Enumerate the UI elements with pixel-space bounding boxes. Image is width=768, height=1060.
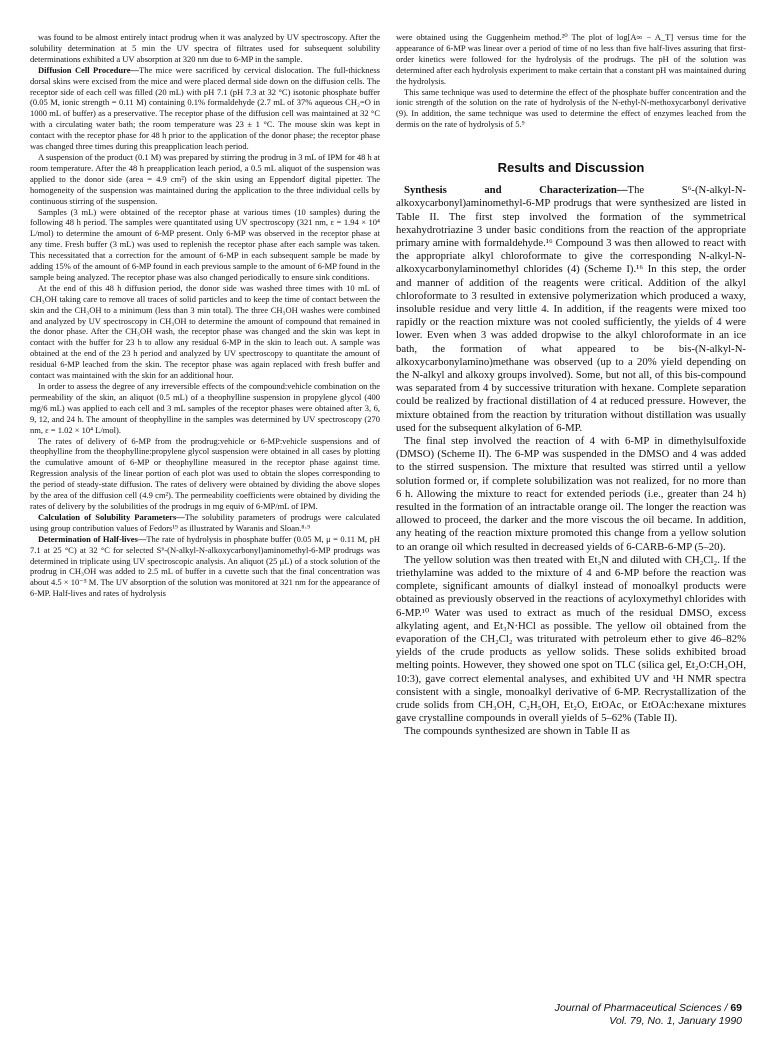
paragraph bbox=[30, 436, 380, 512]
right-column-body bbox=[396, 184, 746, 739]
right-column-top bbox=[396, 32, 746, 130]
paragraph bbox=[396, 435, 746, 554]
paragraph bbox=[30, 65, 380, 152]
paragraph bbox=[30, 283, 380, 381]
paragraph-text: This same technique was used to determine the effect of the phosphate buffer concentration and the ionic strength of the solution on the rate of hydrolysis of the N-ethyl-N-methoxycarbonyl derivative (9). In addition, the same technique was used to determine the effect of enzymes leached from the dermis on the rate of hydrolysis of 5.⁹ bbox=[396, 86, 746, 130]
run-in-heading: Diffusion Cell Procedure— bbox=[38, 64, 140, 75]
page-footer bbox=[555, 1002, 742, 1028]
paragraph bbox=[30, 381, 380, 436]
journal-line bbox=[555, 1002, 742, 1015]
paragraph-text: The yellow solution was then treated with Et₃N and diluted with CH₂Cl₂. If the triethylamine was added to the mixture of 4 and 6-MP before the reaction was complete, significant amounts of dialkyl instead of monoalkyl products were obtained as previously observed in the reactions of acyloxymethyl chlorides with 6-MP.¹⁰ Water was used to extract as much of the residual DMSO, excess alkylating agent, and Et₃N·HCl as possible. The yellow oil obtained from the evaporation of the CH₂Cl₂ was triturated with petroleum ether to give 46–82% yields of the crude products as yellow solids. These solids exhibited broad melting points. However, they showed one spot on TLC (silica gel, Et₂O:CH₃OH, 10:3), gave correct elemental analyses, and exhibited UV and ¹H NMR spectra consistent with a single, monoalkyl derivative of 6-MP. Recrystallization of the crude solids from CH₃OH, C₂H₅OH, Et₂O, EtOAc, or EtOAc:hexane mixtures gave crystalline compounds in overall yields of 5–62% (Table II). bbox=[396, 553, 746, 725]
paragraph-text: The final step involved the reaction of 4 with 6-MP in dimethylsulfoxide (DMSO) (Scheme II). The 6-MP was suspended in the DMSO and 4 was added to the stirred suspension. The mixture that resulted was stirred until a yellow solution formed or, if complete solubilization was not realized, for no more than 6 h. Allowing the mixture to react for extended periods (i.e., greater than 24 h) resulted in the formation of an intractable orange oil. The longer the reaction was allowed to proceed, the darker and the more viscous the oil became. In addition, any heating of the reaction mixture promoted this change from a yellow solution to an orange oil which resulted in decreased yields of 6-CARB-6-MP (5–20). bbox=[396, 435, 746, 553]
paragraph-text: Samples (3 mL) were obtained of the receptor phase at various times (10 samples) during the following 48 h period. The samples were quantitated using UV spectroscopy (321 nm, ε = 1.94 × 10⁴ L/mol) to determine the amount of 6-MP present. Only 6-MP was observed in the receptor phase at any time. Fresh buffer (3 mL) was used to replenish the receptor phase after each sample was taken. This necessitated that a correction for the amount of 6-MP in each subsequent sample be made by adding 15% of the amount of 6-MP found in each previous sample to the amount of 6-MP found in the sample being analyzed. The receptor phase was also changed periodically to ensure sink conditions. bbox=[30, 206, 380, 282]
paragraph-text: The rate of hydrolysis in phosphate buffer (0.05 M, μ = 0.11 M, pH 7.1 at 25 °C) at 32 °C for selected S⁶-(N-alkyl-N-alkoxycarbonyl)aminomethyl-6-MP prodrugs was determined in triplicate using UV spectroscopic analysis. An aliquot (25 μL) of a stock solution of the prodrug in CH₃OH was added to 2.5 mL of buffer in a cuvette such that the final concentration was about 4.5 × 10⁻⁵ M. The UV absorption of the solution was monitored at 321 nm for the appearance of 6-MP. Half-lives and rates of hydrolysis bbox=[30, 533, 380, 599]
page-number: 69 bbox=[730, 1002, 742, 1014]
right-column bbox=[396, 32, 746, 739]
run-in-heading: Synthesis and Characterization— bbox=[404, 184, 628, 197]
paragraph-text: The rates of delivery of 6-MP from the prodrug:vehicle or 6-MP:vehicle suspensions and of theophylline from the theophylline:propylene glycol suspension were obtained in all cases by plotting the cumulative amount of 6-MP or theophylline measured in the receptor phase against time. Regression analysis of the linear portion of each plot was used to obtain the slopes corresponding to the period of steady-state diffusion. The rates of delivery were obtained by dividing the above slopes by the area of the diffusion cell (4.9 cm²). The permeability coefficients were obtained by dividing the rates of delivery by the solubilities of the prodrugs in mg equiv of 6-MP/mL of IPM. bbox=[30, 435, 380, 511]
paragraph-text: The compounds synthesized are shown in Table II as bbox=[404, 725, 630, 738]
section-title: Results and Discussion bbox=[497, 160, 645, 176]
run-in-heading: Calculation of Solubility Parameters— bbox=[38, 511, 185, 522]
paragraph bbox=[396, 184, 746, 435]
paragraph-text: The mice were sacrificed by cervical dislocation. The full-thickness dorsal skins were excised from the mice and were placed dermal side down on the diffusion cells. The receptor side of each cell was filled (20 mL) with pH 7.1 (pH 7.3 at 32 °C) isotonic phosphate buffer (0.05 M, ionic strength = 0.11 M) containing 0.1% formaldehyde (2.7 mL of 37% aqueous CH₂=O in 1000 mL of buffer) as a preservative. The receptor phase of the diffusion cell was maintained at 32 °C with a circulating water bath; the room temperature was 23 ± 1 °C. The mouse skin was kept in contact with the receptor phase for 48 h prior to the application of the donor phase; the receptor phase was changed three times during this preapplication leach period. bbox=[30, 64, 380, 152]
paragraph-text: At the end of this 48 h diffusion period, the donor side was washed three times with 10 mL of CH₃OH taking care to remove all traces of solid particles and to keep the time of contact between the skin and the CH₃OH to a minimum (less than 3 min total). The three CH₃OH washes were combined and analyzed by UV spectroscopy in CH₃OH to determine the amount of compound that remained in the donor phase. After the CH₃OH wash, the receptor phase was changed and the skin was kept in contact with the buffer for 23 h to allow any residual 6-MP in the skin to leach out. A sample was obtained at the end of the 23 h period and analyzed by UV spectroscopy to quantitate the amount of residual 6-MP leached from the skin. The receptor phase was again replaced with fresh buffer and contact was maintained with the skin for an additional hour. bbox=[30, 282, 380, 381]
paragraph bbox=[396, 554, 746, 726]
paragraph-text: were obtained using the Guggenheim method.²⁰ The plot of log[A∞ − A_T] versus time for the appearance of 6-MP was linear over a period of time of no less than five half-lives assuring that first-order kinetics were followed for the hydrolysis of the prodrugs. The pH of the solution was determined after each hydrolysis experiment to make certain that a constant pH was maintained during the hydrolysis. bbox=[396, 32, 746, 86]
paragraph bbox=[396, 725, 746, 738]
paragraph bbox=[30, 152, 380, 207]
paragraph-text: The S⁶-(N-alkyl-N-alkoxycarbonyl)aminomethyl-6-MP prodrugs that were synthesized are listed in Table II. The first step involved the formation of the symmetrical hexahydrotriazine 3 under basic conditions from the reaction of the appropriate primary amine with formaldehyde.¹⁶ Compound 3 was then allowed to react with the appropriate alkyl chloroformate to give the corresponding N-alkyl-N-alkoxycarbonylaminomethyl chlorides (4) (Scheme I).¹⁶ In this step, the order and manner of addition of the reagents were critical. Addition of the alkyl chloroformate to 3 resulted in extensive polymerization which produced a waxy, insoluble residue and very little 4. In addition, if the reagents were mixed too rapidly or the reaction mixture was not cooled sufficiently, the yields of 4 were lower. Even when 3 was added dropwise to the alkyl chloroformate in an ice bath, the formation of what appeared to be bis-(N-alkyl-N-alkoxycarbonylamino)methane was observed (up to a 20% yield depending on the N-alkyl and alkoxy groups involved). Some, but not all, of this bis-compound was separated from 4 by successive trituration with hexane. Complete separation could be realized by fractional distillation of 4 at reduced pressure. However, the mixture obtained from the reaction by trituration without distillation was usually used for the subsequent alkylation of 6-MP. bbox=[396, 184, 746, 434]
paragraph bbox=[396, 32, 746, 87]
journal-name: Journal of Pharmaceutical Sciences / bbox=[554, 1002, 731, 1014]
paragraph-text: A suspension of the product (0.1 M) was prepared by stirring the prodrug in 3 mL of IPM for 48 h at room temperature. After the 48 h preapplication leach period, a 0.5 mL aliquot of the suspension was applied to the donor side (area = 4.9 cm²) of the skin using an Eppendorf digital pipetter. The homogeneity of the suspension was maintained during the application to the three individual cells by continuous stirring of the suspension. bbox=[30, 151, 380, 206]
paragraph bbox=[396, 87, 746, 131]
paragraph bbox=[30, 534, 380, 599]
paragraph-text: was found to be almost entirely intact prodrug when it was analyzed by UV spectroscopy. After the solubility determination at 5 min the UV spectra of filtrates used for subsequent solubility determinations exhibited a UV absorption at 320 nm due to 6-MP in the sample. bbox=[30, 32, 380, 64]
paragraph-text: The solubility parameters of prodrugs were calculated using group contribution values of Fedors¹⁹ as illustrated by Waranis and Sloan.⁸·⁹ bbox=[30, 511, 380, 533]
paragraph bbox=[30, 512, 380, 534]
run-in-heading: Determination of Half-lives— bbox=[38, 533, 147, 544]
volume-line: Vol. 79, No. 1, January 1990 bbox=[609, 1015, 742, 1027]
paragraph bbox=[30, 207, 380, 283]
left-column bbox=[30, 32, 380, 599]
paragraph bbox=[30, 32, 380, 65]
paragraph-text: In order to assess the degree of any irreversible effects of the compound:vehicle combination on the permeability of the skin, an aliquot (0.5 mL) of a theophylline suspension in propylene glycol (400 mg/6 mL) was applied to each cell and 3 mL samples of the receptor phases were obtained after 3, 6, 9, 12, and 24 h. The amount of theophylline in the samples was determined by UV spectroscopy (270 nm, ε = 1.02 × 10⁴ L/mol). bbox=[30, 381, 380, 435]
